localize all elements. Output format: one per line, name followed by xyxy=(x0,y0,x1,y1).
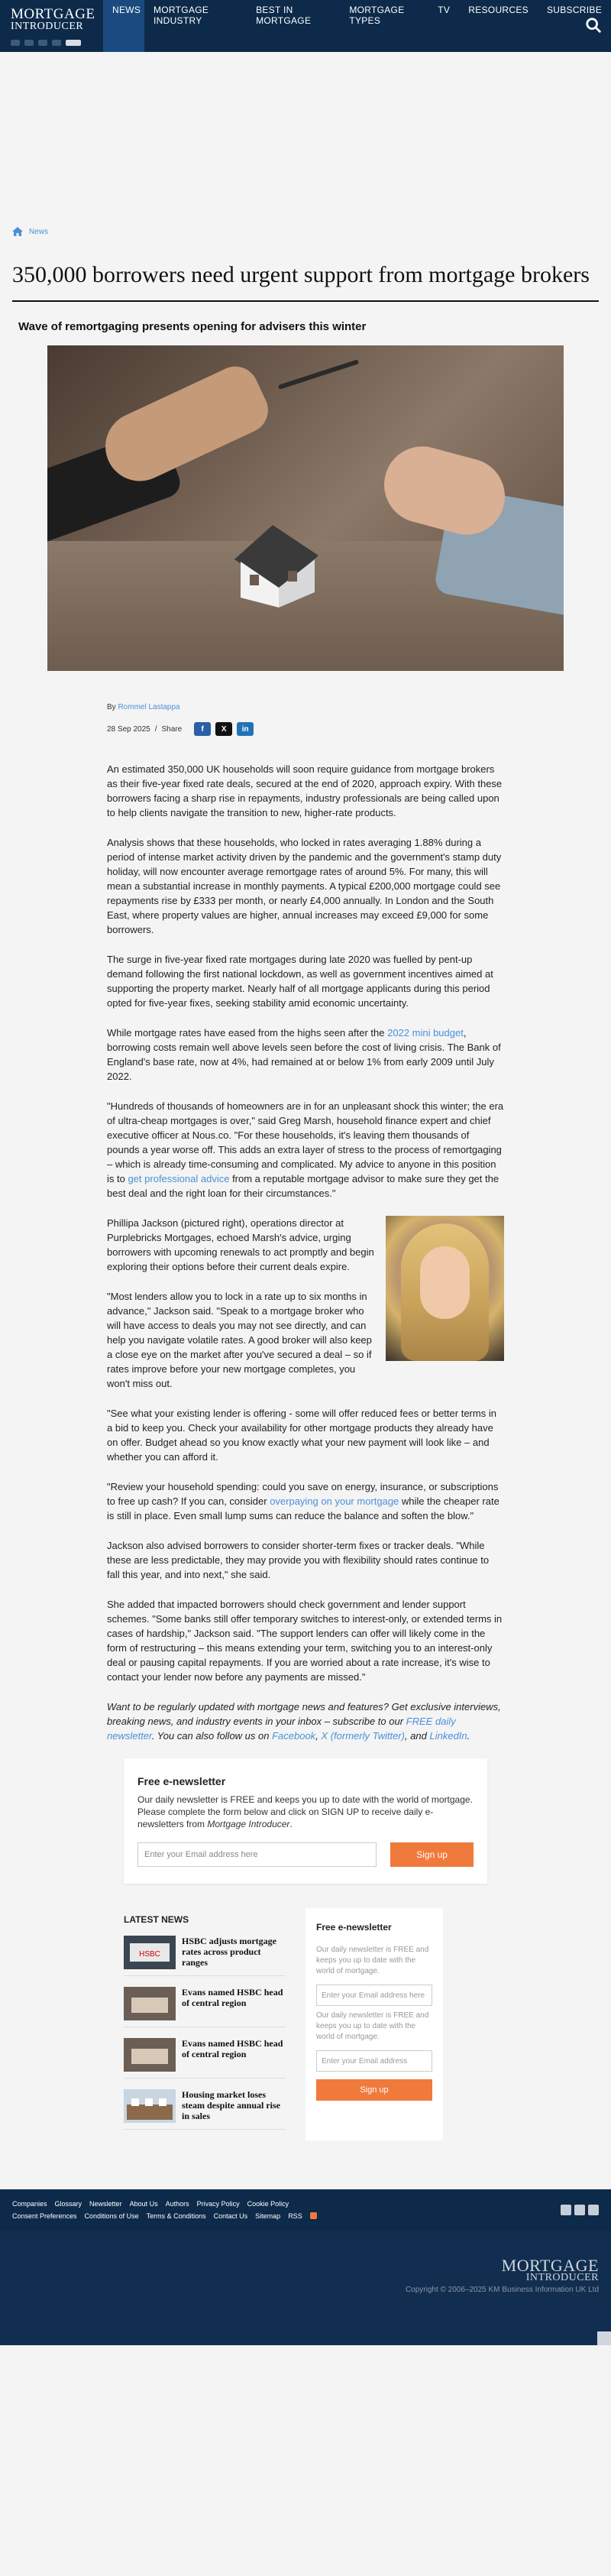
footer-link[interactable]: Terms & Conditions xyxy=(146,2212,206,2220)
paragraph: Analysis shows that these households, who locked in rates averaging 1.88% during a period of intense market activity driven by the pandemic and the government's stamp duty holiday, will now encounter average remortgage rates of around 5%. For many, this will mean a substantial increase in monthly payments. A typical £200,000 mortgage could see repayments rise by £333 per month, or nearly £4,000 annually. In London and the South East, where property values are higher, annual increases may exceed £9,000 for some borrowers. xyxy=(107,837,502,935)
sidebar-newsletter-text-repeat: Our daily newsletter is FREE and keeps you up to date with the world of mortgage. xyxy=(316,2011,429,2041)
site-footer xyxy=(0,2189,611,2345)
nav-resources[interactable]: RESOURCES xyxy=(468,5,529,15)
nav-tv[interactable]: TV xyxy=(438,5,451,15)
newsletter-signup xyxy=(124,1758,487,1884)
paragraph: She added that impacted borrowers should check government and lender support schemes. "Some banks still offer temporary switches to interest-only, or extended terms in cases of hardship," Jackson said. "The support lenders can offer will likely come in the form of restructuring – this means extending your term, switching you to an interest-only deal or pausing capital repayments. If you are worried about a rate increase, it's wise to contact your lender now before any payments are missed." xyxy=(107,1599,503,1683)
news-item[interactable] xyxy=(124,2038,286,2079)
professional-advice-link[interactable]: get professional advice xyxy=(128,1173,230,1184)
email-input[interactable]: Enter your Email address here xyxy=(137,1842,377,1867)
back-to-top-button[interactable] xyxy=(597,2331,611,2345)
footer-social xyxy=(561,2205,599,2215)
phillipa-jackson-photo xyxy=(386,1216,504,1361)
house-model xyxy=(227,517,326,609)
share-label: Share xyxy=(161,724,183,734)
sidebar-newsletter-text: Our daily newsletter is FREE and keeps you up to date with the world of mortgage. xyxy=(316,1946,429,1975)
linkedin-link[interactable]: LinkedIn xyxy=(429,1730,467,1742)
rss-icon[interactable] xyxy=(310,2212,317,2219)
signup-button[interactable]: Sign up xyxy=(390,1842,474,1867)
publish-date: 28 Sep 2025 xyxy=(107,724,150,734)
sidebar-signup-button[interactable]: Sign up xyxy=(316,2079,432,2101)
latest-news-title: LATEST NEWS xyxy=(124,1914,189,1925)
x-share-icon[interactable]: X xyxy=(215,722,232,736)
sidebar-newsletter xyxy=(306,1908,443,2140)
author-link[interactable]: Rommel Lastappa xyxy=(118,703,180,711)
sidebar-email-input-2[interactable]: Enter your Email address xyxy=(316,2050,432,2072)
article-title: 350,000 borrowers need urgent support from mortgage brokers xyxy=(12,262,590,287)
paragraph: "Most lenders allow you to lock in a rate up to six months in advance," Jackson said. "Speak to a mortgage broker who will have access to deals you may not see directly, and can help you navigate volatile rates. A good broker will also keep a close eye on the market after you've secured a deal – so if rates improve before your new mortgage completes, you won't miss out. xyxy=(107,1291,372,1389)
breadcrumb xyxy=(0,224,611,239)
paragraph: An estimated 350,000 UK households will soon require guidance from mortgage brokers as their five-year fixed rate deals, secured at the end of 2020, approach expiry. With these borrowers facing a sharp rise in repayments, industry professionals are being called upon to help clients navigate the transition to new, higher-rate products. xyxy=(107,763,503,818)
footer-link[interactable]: Authors xyxy=(165,2200,189,2208)
footer-link[interactable]: Contact Us xyxy=(213,2212,248,2220)
paragraph: While mortgage rates have eased from the highs seen after the 2022 mini budget, borrowing costs remain well above levels seen before the cost of living crisis. The Bank of England's base rate, now at 4%, had remained at or below 1% from early 2009 until July 2022. xyxy=(107,1027,501,1082)
article-text xyxy=(107,762,504,1743)
news-item[interactable] xyxy=(124,1987,286,2027)
latest-news xyxy=(124,1908,286,2140)
facebook-link[interactable]: Facebook xyxy=(272,1730,316,1742)
footer-link[interactable]: Conditions of Use xyxy=(84,2212,139,2220)
footer-links xyxy=(0,2189,611,2231)
breadcrumb-news[interactable]: News xyxy=(29,227,49,236)
news-item[interactable] xyxy=(124,1936,286,1976)
paragraph: "Hundreds of thousands of homeowners are in for an unpleasant shock this winter; the era of ultra-cheap mortgages is over," said Greg Marsh, household finance expert and chief executive officer at Nous.co. "For these households, it's leaving them thousands of pounds a year worse off. This adds an extra layer of stress to the process of remortgaging – which is already time-consuming and complicated. My advice to anyone in this position is to get professional advice from a reputable mortgage advisor to make sure they get the best deal and the right loan for their circumstances." xyxy=(107,1100,504,1199)
copyright: Copyright © 2006–2025 KM Business Information UK Ltd xyxy=(405,2286,599,2294)
news-thumbnail xyxy=(124,2038,176,2072)
news-thumbnail xyxy=(124,2089,176,2123)
overpaying-link[interactable]: overpaying on your mortgage xyxy=(270,1495,399,1507)
daily-newsletter-link[interactable]: FREE daily newsletter xyxy=(107,1716,456,1742)
paragraph: "See what your existing lender is offering - some will offer reduced fees or better terms in a bid to keep you. Check your availability for other mortgage products they already have on offer. Budget ahead so you know exactly what your new payment will look like – and whether you can afford it. xyxy=(107,1408,496,1463)
paragraph: Phillipa Jackson (pictured right), operations director at Purplebricks Mortgages, echoed Marsh's advice, urging borrowers with upcoming renewals to act promptly and begin exploring their options before their current deals expire. xyxy=(107,1217,374,1272)
nav-best-in-mortgage[interactable]: BEST IN MORTGAGE xyxy=(256,5,312,26)
footer-bottom xyxy=(0,2231,611,2345)
news-item[interactable] xyxy=(124,2089,286,2130)
site-logo[interactable] xyxy=(0,0,103,52)
footer-link[interactable]: Glossary xyxy=(54,2200,82,2208)
facebook-share-icon[interactable]: f xyxy=(194,722,211,736)
newsletter-cta: Want to be regularly updated with mortgage news and features? Get exclusive interviews, breaking news, and industry events in your inbox – subscribe to our FREE daily newsletter. You can also follow us on Facebook, X (formerly Twitter), and LinkedIn. xyxy=(107,1701,501,1742)
news-thumbnail xyxy=(124,1987,176,2020)
byline-prefix: By xyxy=(107,703,116,711)
home-icon[interactable] xyxy=(12,227,23,236)
photo-section xyxy=(107,1216,504,1406)
footer-link[interactable]: Companies xyxy=(12,2200,47,2208)
search-icon[interactable] xyxy=(585,17,602,34)
footer-link[interactable]: About Us xyxy=(129,2200,158,2208)
article-body xyxy=(107,671,504,1743)
footer-link[interactable]: Consent Preferences xyxy=(12,2212,77,2220)
nav-news[interactable]: NEWS xyxy=(103,0,144,52)
sidebar-newsletter-title: Free e-newsletter xyxy=(316,1922,392,1933)
footer-link[interactable]: Sitemap xyxy=(255,2212,281,2220)
paragraph: Jackson also advised borrowers to consider shorter-term fixes or tracker deals. "While these are less predictable, they may provide you with flexibility should rates continue to fall this year, and into next," she said. xyxy=(107,1540,490,1580)
newsletter-text: Our daily newsletter is FREE and keeps you up to date with the world of mortgage. Please complete the form below and click on SIGN UP to receive daily e-newsletters from Mortgage Introducer. xyxy=(137,1794,473,1829)
article-subtitle: Wave of remortgaging presents opening for advisers this winter xyxy=(18,320,367,333)
news-thumbnail xyxy=(124,1936,176,1969)
logo-social-strip xyxy=(11,40,92,46)
news-item-title[interactable]: Evans named HSBC head of central region xyxy=(182,1987,283,2008)
x-icon[interactable] xyxy=(574,2205,585,2215)
footer-link[interactable]: Privacy Policy xyxy=(196,2200,240,2208)
news-item-title[interactable]: HSBC adjusts mortgage rates across product ranges xyxy=(182,1936,277,1968)
news-item-title[interactable]: Evans named HSBC head of central region xyxy=(182,2038,283,2059)
logo-line2: INTRODUCER xyxy=(11,21,84,32)
paragraph: The surge in five-year fixed rate mortgages during late 2020 was fuelled by pent-up demand following the first national lockdown, as well as government incentives aimed at supporting the property market. Nearly half of all mortgage applicants during this period opted for five-year fixes, seeking stability amid economic uncertainty. xyxy=(107,954,493,1009)
footer-link[interactable]: RSS xyxy=(288,2212,302,2220)
nav-mortgage-types[interactable]: MORTGAGE TYPES xyxy=(349,5,405,26)
mini-budget-link[interactable]: 2022 mini budget xyxy=(387,1027,464,1039)
footer-logo[interactable]: MORTGAGE INTRODUCER xyxy=(501,2256,599,2283)
byline xyxy=(107,703,504,711)
site-header xyxy=(0,0,611,52)
paragraph: "Review your household spending: could you save on energy, insurance, or subscriptions to free up cash? If you can, consider overpaying on your mortgage while the cheaper rate is still in place. Even small lump sums can reduce the balance and soften the blow." xyxy=(107,1481,499,1521)
footer-link[interactable]: Newsletter xyxy=(89,2200,122,2208)
article-meta: 28 Sep 2025 / Share f X in xyxy=(107,722,504,736)
sidebar-email-input[interactable]: Enter your Email address here xyxy=(316,1985,432,2006)
logo-line1: MORTGAGE xyxy=(11,6,95,22)
linkedin-share-icon[interactable]: in xyxy=(237,722,254,736)
linkedin-icon[interactable] xyxy=(588,2205,599,2215)
nav-mortgage-industry[interactable]: MORTGAGE INDUSTRY xyxy=(154,5,209,26)
svg-text:HSBC: HSBC xyxy=(139,1950,160,1959)
news-item-title[interactable]: Housing market loses steam despite annual rise in sales xyxy=(182,2089,280,2121)
main-nav xyxy=(103,0,611,52)
nav-subscribe[interactable]: SUBSCRIBE xyxy=(546,5,603,15)
newsletter-title: Free e-newsletter xyxy=(137,1775,226,1787)
lower-section xyxy=(124,1908,487,2140)
hero-image xyxy=(47,345,564,671)
x-link[interactable]: X (formerly Twitter) xyxy=(321,1730,405,1742)
ad-placeholder xyxy=(0,52,611,224)
footer-link[interactable]: Cookie Policy xyxy=(247,2200,289,2208)
facebook-icon[interactable] xyxy=(561,2205,571,2215)
